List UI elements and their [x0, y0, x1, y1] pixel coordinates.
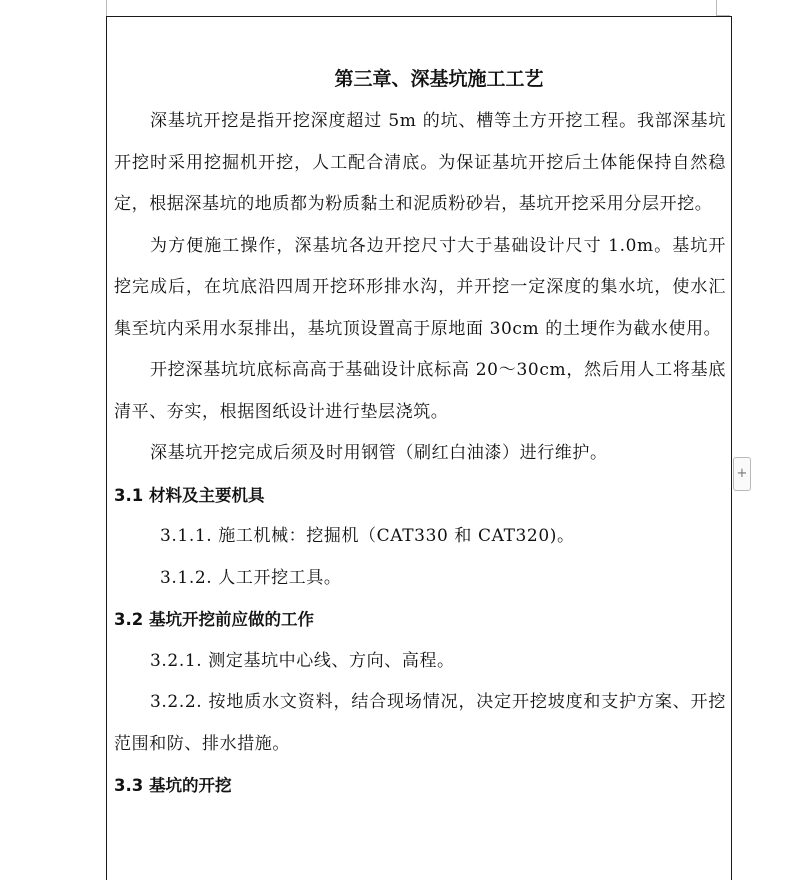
section-heading: 3.2 基坑开挖前应做的工作	[114, 610, 314, 629]
paragraph: 深基坑开挖完成后须及时用钢管（刷红白油漆）进行维护。	[150, 443, 608, 463]
section-heading: 3.1 材料及主要机具	[114, 485, 265, 505]
list-item: 3.2.2. 按地质水文资料，结合现场情况，决定开挖坡度和支护方案、开挖范围和防、排水措施。	[114, 692, 726, 754]
section-heading: 3.3 基坑的开挖	[114, 776, 232, 795]
page-corner-mark	[106, 0, 107, 16]
page-corner-mark	[716, 0, 717, 16]
list-item: 3.1.2. 人工开挖工具。	[160, 567, 342, 588]
chapter-title: 第三章、深基坑施工工艺	[334, 68, 544, 90]
expand-plus-button[interactable]: +	[733, 457, 751, 491]
paragraph: 为方便施工操作，深基坑各边开挖尺寸大于基础设计尺寸 1.0m。基坑开挖完成后，在坑底沿四周开挖环形排水沟，并开挖一定深度的集水坑，使水汇集至坑内采用水泵排出，基坑顶设置高于原地面 30cm 的土埂作为截水使用。	[114, 235, 726, 339]
list-item: 3.2.1. 测定基坑中心线、方向、高程。	[150, 650, 455, 671]
list-item: 3.1.1. 施工机械：挖掘机（CAT330 和 CAT320)。	[160, 526, 575, 546]
document-body[interactable]	[114, 58, 726, 807]
paragraph: 深基坑开挖是指开挖深度超过 5m 的坑、槽等土方开挖工程。我部深基坑开挖时采用挖掘机开挖，人工配合清底。为保证基坑开挖后土体能保持自然稳定，根据深基坑的地质都为粉质黏土和泥质粉砂岩，基坑开挖采用分层开挖。	[114, 111, 726, 214]
paragraph: 开挖深基坑坑底标高高于基础设计底标高 20～30cm，然后用人工将基底清平、夯实，根据图纸设计进行垫层浇筑。	[114, 360, 726, 422]
